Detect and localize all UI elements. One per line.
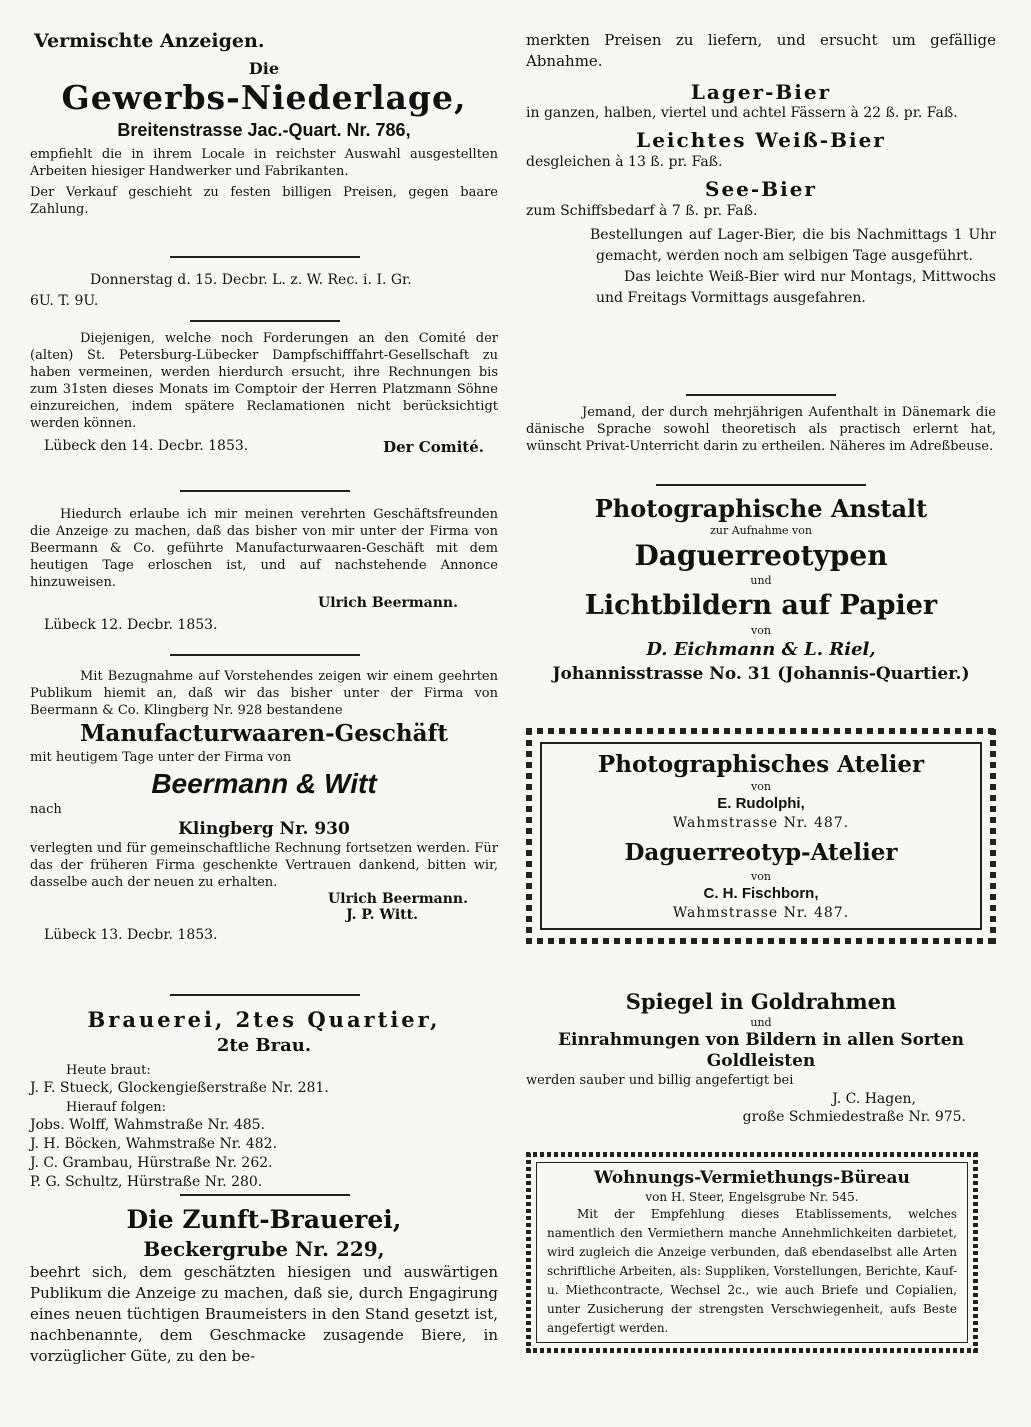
ad-brauerei xyxy=(30,1006,498,1192)
ad-signature: Ulrich Beermann. xyxy=(318,595,458,611)
ad-names: E. Rudolphi, xyxy=(717,795,805,812)
divider xyxy=(686,394,836,396)
ad-body: Der Verkauf geschieht zu festen billigen Preisen, gegen baare Zahlung. xyxy=(30,185,498,217)
ad-buero-frame xyxy=(526,1152,978,1353)
ad-body: empfiehlt die in ihrem Locale in reichster Auswahl ausgestellten Arbeiten hiesiger Handwerker und Fabrikanten. xyxy=(30,147,498,179)
ad-gewerbs-niederlage xyxy=(30,60,498,218)
ad-signature: Der Comité. xyxy=(383,438,484,456)
ad-sub: von xyxy=(751,624,771,637)
beer-title: Leichtes Weiß-Bier xyxy=(636,128,886,152)
ad-address: Wahmstrasse Nr. 487. xyxy=(672,815,850,831)
ad-sub: zur Aufnahme von xyxy=(710,524,812,537)
ad-date: Lübeck den 14. Decbr. 1853. xyxy=(44,438,249,454)
ad-subtitle: 2te Brau. xyxy=(216,1035,312,1056)
ad-title: Photographische Anstalt xyxy=(594,494,928,523)
ad-title: Spiegel in Goldrahmen xyxy=(625,989,897,1014)
ad-headline: Einrahmungen von Bildern in allen Sorten Goldleisten xyxy=(558,1030,964,1071)
brewer-line: J. F. Stueck, Glockengießerstraße Nr. 281. xyxy=(30,1080,329,1096)
ad-sub: und xyxy=(750,1016,772,1029)
divider xyxy=(170,654,360,656)
ad-address: Johannisstrasse No. 31 (Johannis-Quartier.) xyxy=(552,664,970,684)
ad-address: Breitenstrasse Jac.-Quart. Nr. 786, xyxy=(117,120,411,140)
divider xyxy=(656,484,866,486)
ad-beermann-witt xyxy=(30,668,498,943)
ad-date: Lübeck 12. Decbr. 1853. xyxy=(44,617,218,633)
ad-buero-box xyxy=(536,1162,968,1343)
ad-date: Lübeck 13. Decbr. 1853. xyxy=(44,927,218,943)
ad-title: Brauerei, 2tes Quartier, xyxy=(87,1007,441,1032)
ad-address: Wahmstrasse Nr. 487. xyxy=(672,905,850,921)
ad-body: Hiedurch erlaube ich mir meinen verehrten Geschäftsfreunden die Anzeige zu machen, daß das bisher von mir unter der Firma von Beermann & Co. geführte Manufacturwaaren-Geschäft mit dem heutigen Tage erloschen ist, und auf nachstehende Annonce hinzuweisen. xyxy=(30,507,498,590)
ad-body: Mit Bezugnahme auf Vorstehendes zeigen wir einem geehrten Publikum hiemit an, daß wir das bisher unter der Firma von Beermann & Co. Klingberg Nr. 928 bestandene xyxy=(30,669,498,718)
ad-body: verlegten und für gemeinschaftliche Rechnung fortsetzen werden. Für das der früheren Firma geschenkte Vertrauen dankend, bitten wir, dasselbe auch der neuen zu erhalten. xyxy=(30,841,498,890)
divider xyxy=(170,994,360,996)
brewer-line: P. G. Schultz, Hürstraße Nr. 280. xyxy=(30,1174,263,1190)
ad-sub: von xyxy=(751,870,771,883)
ad-spiegel xyxy=(526,988,996,1126)
ad-title: Die Zunft-Brauerei, xyxy=(126,1205,402,1234)
ad-title: Gewerbs-Niederlage, xyxy=(61,78,467,117)
ad-comite xyxy=(30,330,498,456)
ad-body: Diejenigen, welche noch Forderungen an den Comité der (alten) St. Petersburg-Lübecker Dampfschifffahrt-Gesellschaft zu haben vermeinen, werden hierdurch ersucht, ihre Rechnungen bis zum 31sten dieses Monats im Comptoir der Herren Platzmann Söhne einzureichen, indem spätere Reclamationen nicht berücksichtigt werden können. xyxy=(30,331,498,431)
ad-atelier-frame xyxy=(526,728,996,944)
ad-label: Heute braut: xyxy=(66,1063,151,1078)
brewer-line: Jobs. Wolff, Wahmstraße Nr. 485. xyxy=(30,1117,266,1133)
ad-beermann-closing xyxy=(30,506,498,633)
section-header: Vermischte Anzeigen. xyxy=(34,30,265,52)
divider xyxy=(180,490,350,492)
ad-note: Bestellungen auf Lager-Bier, die bis Nachmittags 1 Uhr gemacht, werden noch am selbigen Tage ausgeführt. xyxy=(590,227,996,264)
ad-title: Photographisches Atelier xyxy=(597,751,925,778)
ad-title: Daguerreotyp-Atelier xyxy=(624,839,898,866)
ad-sub: von H. Steer, Engelsgrube Nr. 545. xyxy=(645,1190,859,1204)
ad-address: Beckergrube Nr. 229, xyxy=(143,1237,385,1261)
ad-body: nach xyxy=(30,802,62,817)
ad-address: große Schmiedestraße Nr. 975. xyxy=(742,1109,966,1125)
ad-sub: und xyxy=(750,574,772,587)
ad-names: J. C. Hagen, xyxy=(832,1091,916,1107)
ad-body: merkten Preisen zu liefern, und ersucht um gefällige Abnahme. xyxy=(526,31,996,70)
notice-line: Donnerstag d. 15. Decbr. L. z. W. Rec. i. I. Gr. xyxy=(90,272,412,288)
ad-headline: Lichtbildern auf Papier xyxy=(584,590,938,621)
ad-zunft-brauerei-cont xyxy=(526,30,996,309)
ad-photographische-anstalt xyxy=(526,494,996,686)
beer-text: desgleichen à 13 ß. pr. Faß. xyxy=(526,154,723,170)
beer-text: in ganzen, halben, viertel und achtel Fässern à 22 ß. pr. Faß. xyxy=(526,105,958,121)
beer-text: zum Schiffsbedarf à 7 ß. pr. Faß. xyxy=(526,203,758,219)
ad-signature: Ulrich Beermann. xyxy=(328,891,468,907)
ad-headline: Manufacturwaaren-Geschäft xyxy=(79,720,449,747)
notice-line: 6U. T. 9U. xyxy=(30,293,99,309)
beer-title: See-Bier xyxy=(705,177,817,201)
divider xyxy=(170,256,360,258)
ad-danish-lessons xyxy=(526,404,996,455)
ad-sub: von xyxy=(751,780,771,793)
ad-notice-donnerstag xyxy=(30,270,498,312)
ad-headline: Daguerreotypen xyxy=(634,539,888,572)
ad-names: D. Eichmann & L. Riel, xyxy=(646,639,876,660)
firm-name: Beermann & Witt xyxy=(151,768,377,799)
ad-atelier-box xyxy=(540,742,982,930)
ad-title: Wohnungs-Vermiethungs-Büreau xyxy=(594,1168,910,1188)
beer-title: Lager-Bier xyxy=(690,80,832,104)
brewer-line: J. H. Böcken, Wahmstraße Nr. 482. xyxy=(30,1136,278,1152)
ad-body: werden sauber und billig angefertigt bei xyxy=(526,1073,794,1088)
new-address: Klingberg Nr. 930 xyxy=(178,819,350,839)
ad-zunft-brauerei xyxy=(30,1204,498,1367)
ad-pre: Die xyxy=(248,59,280,78)
ad-note: Das leichte Weiß-Bier wird nur Montags, Mittwochs und Freitags Vormittags ausgefahren. xyxy=(596,269,996,306)
ad-label: Hierauf folgen: xyxy=(66,1100,167,1115)
ad-names: C. H. Fischborn, xyxy=(703,885,819,902)
ad-body: mit heutigem Tage unter der Firma von xyxy=(30,750,292,765)
ad-body: Jemand, der durch mehrjährigen Aufenthalt in Dänemark die dänische Sprache sowohl theoretisch als practisch erlernt hat, wünscht Privat-Unterricht darin zu ertheilen. Näheres im Adreßbeuse. xyxy=(526,405,996,454)
divider xyxy=(180,1194,350,1196)
divider xyxy=(190,320,340,322)
ad-signature: J. P. Witt. xyxy=(346,907,418,923)
ad-body: Mit der Empfehlung dieses Etablissements, welches namentlich den Vermiethern manche Annehmlichkeiten darbietet, wird zugleich die Anzeige verbunden, daß ebendaselbst alle Arten schriftliche Arbeiten, als: Suppliken, Vorstellungen, Berichte, Kauf- u. Miethcontracte, Wechsel 2c., wie auch Briefe und Copialien, unter Zusicherung der strengsten Verschwiegenheit, aufs Beste angefertigt werden. xyxy=(547,1207,957,1335)
brewer-line: J. C. Grambau, Hürstraße Nr. 262. xyxy=(30,1155,273,1171)
ad-body: beehrt sich, dem geschätzten hiesigen und auswärtigen Publikum die Anzeige zu machen, daß sie, durch Engagirung eines neuen tüchtigen Braumeisters in den Stand gesetzt ist, nachbenannte, dem Geschmacke zusagende Biere, in vorzüglicher Güte, zu den be- xyxy=(30,1263,498,1365)
